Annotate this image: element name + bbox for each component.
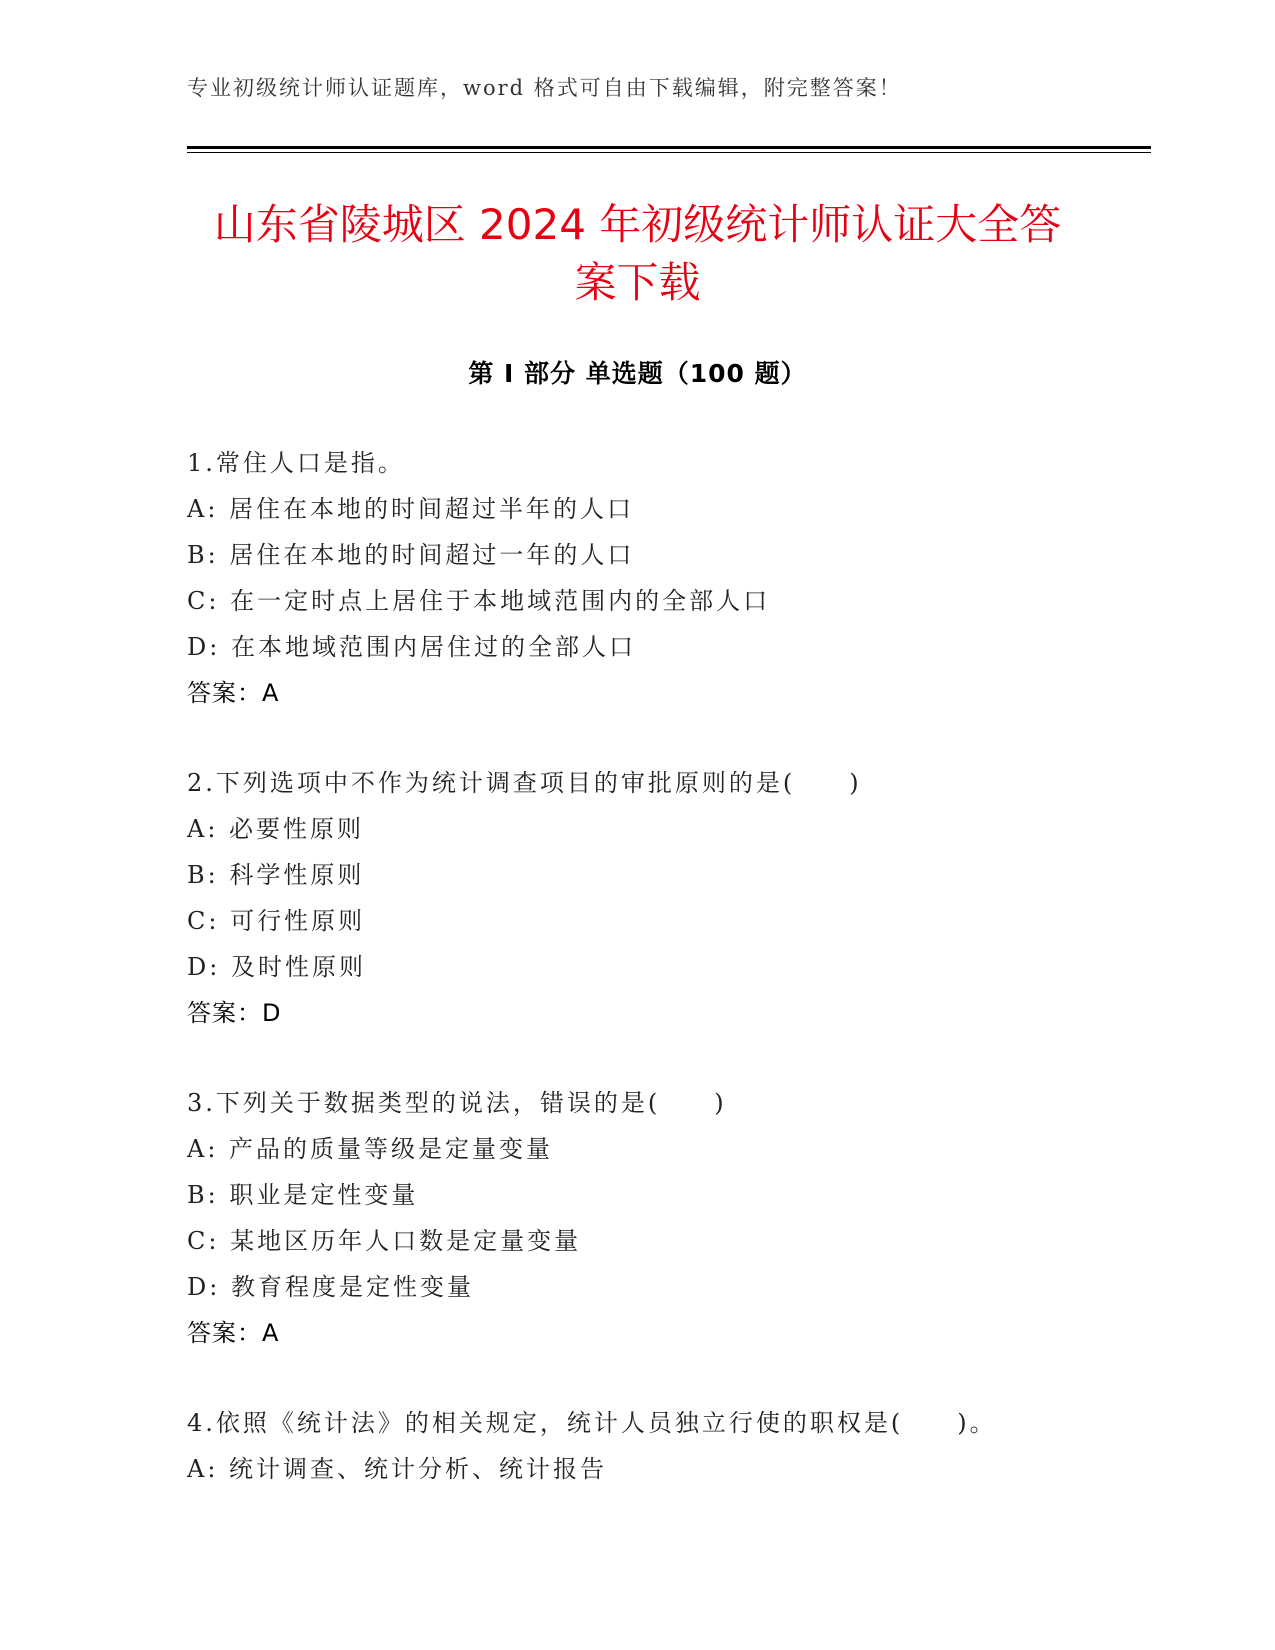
answer: 答案：A bbox=[187, 1319, 280, 1347]
document-title-line-2: 案下载 bbox=[574, 258, 701, 307]
option-c: C: 可行性原则 bbox=[187, 907, 366, 935]
question-stem: 4.依照《统计法》的相关规定，统计人员独立行使的职权是( )。 bbox=[187, 1409, 997, 1437]
option-b: B: 居住在本地的时间超过一年的人口 bbox=[187, 541, 635, 569]
option-b: B: 科学性原则 bbox=[187, 861, 365, 889]
option-a: A: 统计调查、统计分析、统计报告 bbox=[187, 1455, 608, 1483]
option-a: A: 必要性原则 bbox=[187, 815, 365, 843]
question-list bbox=[187, 440, 1147, 1536]
section-title: 第 I 部分 单选题（100 题） bbox=[468, 359, 807, 388]
header-divider-thick bbox=[187, 146, 1151, 149]
header-divider-thin bbox=[187, 152, 1151, 153]
option-d: D: 教育程度是定性变量 bbox=[187, 1273, 474, 1301]
question-2 bbox=[187, 760, 1147, 1036]
option-c: C: 在一定时点上居住于本地域范围内的全部人口 bbox=[187, 587, 771, 615]
question-3 bbox=[187, 1080, 1147, 1356]
option-d: D: 在本地域范围内居住过的全部人口 bbox=[187, 633, 636, 661]
document-title-line-1: 山东省陵城区 2024 年初级统计师认证大全答 bbox=[213, 200, 1062, 249]
header-note: 专业初级统计师认证题库，word 格式可自由下载编辑，附完整答案！ bbox=[187, 76, 902, 100]
option-d: D: 及时性原则 bbox=[187, 953, 366, 981]
option-a: A: 居住在本地的时间超过半年的人口 bbox=[187, 495, 635, 523]
question-stem: 2.下列选项中不作为统计调查项目的审批原则的是( ) bbox=[187, 769, 862, 797]
option-c: C: 某地区历年人口数是定量变量 bbox=[187, 1227, 582, 1255]
question-stem: 3.下列关于数据类型的说法，错误的是( ) bbox=[187, 1089, 727, 1117]
answer: 答案：A bbox=[187, 679, 280, 707]
option-b: B: 职业是定性变量 bbox=[187, 1181, 419, 1209]
question-4 bbox=[187, 1400, 1147, 1492]
answer: 答案：D bbox=[187, 999, 282, 1027]
document-title bbox=[140, 196, 1135, 312]
question-stem: 1.常住人口是指。 bbox=[187, 449, 405, 477]
question-1 bbox=[187, 440, 1147, 716]
option-a: A: 产品的质量等级是定量变量 bbox=[187, 1135, 554, 1163]
